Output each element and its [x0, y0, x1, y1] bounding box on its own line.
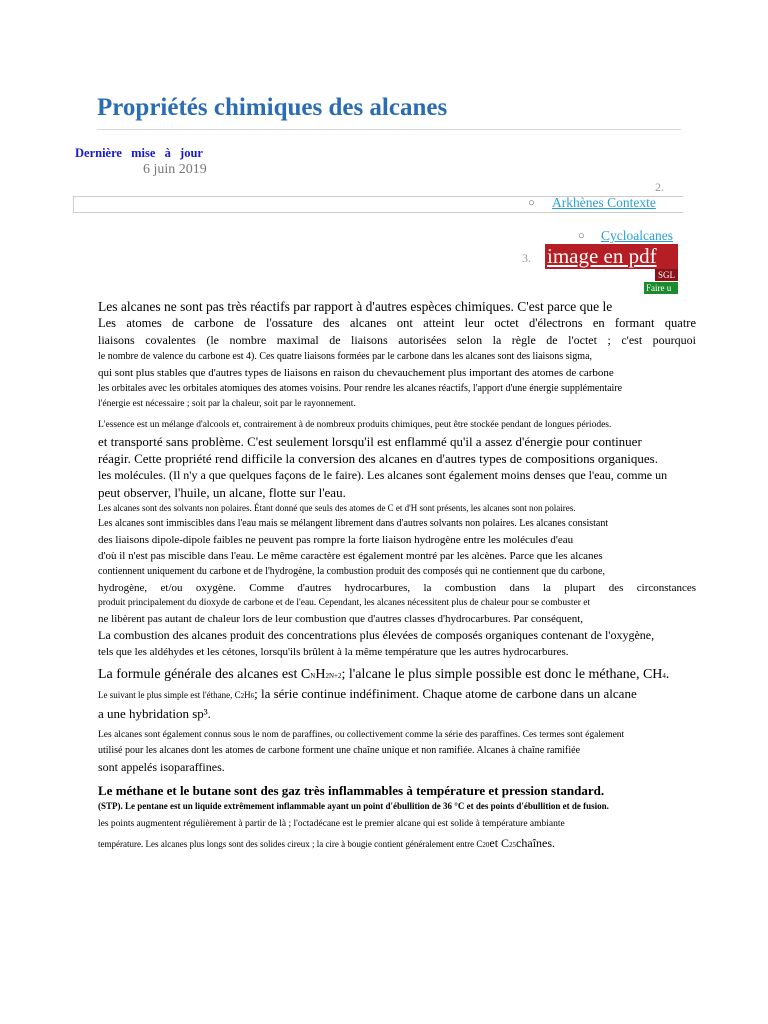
last-updated-word: mise — [131, 146, 156, 160]
body-line: utilisé pour les alcanes dont les atomes de carbone forment une chaîne unique et non ramifiée. Alcanes à chaîne ramifiée — [98, 745, 581, 756]
body-line: Les alcanes sont des solvants non polaires. Étant donné que seuls des atomes de C et d'H sont présents, les alcanes sont non polaires. — [98, 503, 576, 513]
body-line: Les alcanes ne sont pas très réactifs par rapport à d'autres espèces chimiques. C'est parce que le — [98, 299, 613, 314]
bullet-icon: ○ — [578, 230, 585, 242]
body-line: liaisons covalentes (le nombre maximal de liaisons autorisées selon la règle de l'octet ; c'est pourquoi — [98, 333, 696, 347]
body-line: l'énergie est nécessaire ; soit par la chaleur, soit par le rayonnement. — [98, 399, 356, 409]
body-line-last: température. Les alcanes plus longs sont des solides cireux ; la cire à bougie contient généralement entre C20et C25chaînes. — [98, 836, 556, 850]
body-line: qui sont plus stables que d'autres types de liaisons en raison du chevauchement plus important des atomes de carbone — [98, 367, 614, 379]
body-line: contiennent uniquement du carbone et de l'hydrogène, la combustion produit des composés qui ne contiennent que du carbone, — [98, 566, 605, 577]
body-line: Les alcanes sont immiscibles dans l'eau mais se mélangent librement dans d'autres solvants non polaires. Les alcanes consistant — [98, 518, 609, 529]
last-updated-label — [75, 146, 203, 161]
toc-number-2: 2. — [655, 180, 664, 194]
body-line: La combustion des alcanes produit des concentrations plus élevées de composés organiques contenant de l'oxygène, — [98, 628, 655, 642]
faire-button[interactable]: Faire u — [644, 282, 678, 294]
body-line: Les alcanes sont également connus sous le nom de paraffines, ou collectivement comme la série des paraffines. Ces termes sont également — [98, 730, 625, 740]
body-line: peut observer, l'huile, un alcane, flotte sur l'eau. — [98, 485, 346, 500]
body-line: les orbitales avec les orbitales atomiques des atomes voisins. Pour rendre les alcanes réactifs, l'apport d'une énergie supplémentaire — [98, 383, 623, 394]
body-line: réagir. Cette propriété rend difficile la conversion des alcanes en d'autres types de compositions organiques. — [98, 451, 658, 466]
bullet-icon: ○ — [528, 197, 535, 209]
body-line: hydrogène, et/ou oxygène. Comme d'autres hydrocarbures, la combustion dans la plupart des circonstances — [98, 582, 696, 594]
page-title: Propriétés chimiques des alcanes — [97, 94, 448, 121]
bold-line: (STP). Le pentane est un liquide extrêmement inflammable ayant un point d'ébullition de 36 °C et des points d'ébullition et de fusion. — [98, 801, 609, 811]
body-line: produit principalement du dioxyde de carbone et de l'eau. Cependant, les alcanes nécessitent plus de chaleur pour se combuster et — [98, 598, 591, 608]
body-line: le nombre de valence du carbone est 4). Ces quatre liaisons formées par le carbone dans les alcanes sont des liaisons sigma, — [98, 351, 593, 362]
title-divider — [97, 129, 681, 130]
sgl-badge: SGL — [655, 269, 678, 281]
formula-line-hybridation: a une hybridation sp³. — [98, 706, 211, 721]
body-line: tels que les aldéhydes et les cétones, lorsqu'ils brûlent à la même température que les autres hydrocarbures. — [98, 646, 569, 658]
last-updated-word: jour — [180, 146, 203, 160]
body-line: Les atomes de carbone de l'ossature des alcanes ont atteint leur octet d'électrons en formant quatre — [98, 316, 696, 330]
bold-line: Le méthane et le butane sont des gaz très inflammables à température et pression standard. — [98, 783, 605, 798]
body-line: des liaisons dipole-dipole faibles ne peuvent pas rompre la forte liaison hydrogène entre les molécules d'eau — [98, 534, 574, 546]
body-line: les molécules. (Il n'y a que quelques façons de le faire). Les alcanes sont également moins denses que l'eau, comme un — [98, 468, 668, 482]
formula-line-general: La formule générale des alcanes est CNH2N+2; l'alcane le plus simple possible est donc le méthane, CH4. — [98, 667, 670, 682]
body-line: les points augmentent régulièrement à partir de là ; l'octadécane est le premier alcane qui est solide à température ambiante — [98, 819, 565, 829]
toc-number-3: 3. — [522, 251, 531, 265]
image-to-pdf-button[interactable]: image en pdf — [545, 244, 678, 269]
body-line: d'où il n'est pas miscible dans l'eau. Le même caractère est également montré par les alcènes. Parce que les alcanes — [98, 550, 603, 562]
last-updated-date: 6 juin 2019 — [143, 162, 207, 177]
body-line: ne libèrent pas autant de chaleur lors de leur combustion que d'autres classes d'hydrocarbures. Par conséquent, — [98, 613, 584, 625]
body-line: et transporté sans problème. C'est seulement lorsqu'il est enflammé qu'il a assez d'énergie pour continuer — [98, 434, 642, 449]
body-line: L'essence est un mélange d'alcools et, contrairement à de nombreux produits chimiques, peut être stockée pendant de longues périodes. — [98, 420, 612, 430]
article-body — [98, 298, 696, 853]
body-line: sont appelés isoparaffines. — [98, 760, 225, 774]
toc-link-arkhenes[interactable]: Arkhènes Contexte — [552, 195, 656, 210]
last-updated-word: Dernière — [75, 146, 122, 160]
formula-line-ethane: Le suivant le plus simple est l'éthane, C2H6; la série continue indéfiniment. Chaque atome de carbone dans un alcane — [98, 686, 637, 701]
last-updated-word: à — [164, 146, 171, 160]
toc-link-cycloalcanes[interactable]: Cycloalcanes — [601, 228, 673, 243]
